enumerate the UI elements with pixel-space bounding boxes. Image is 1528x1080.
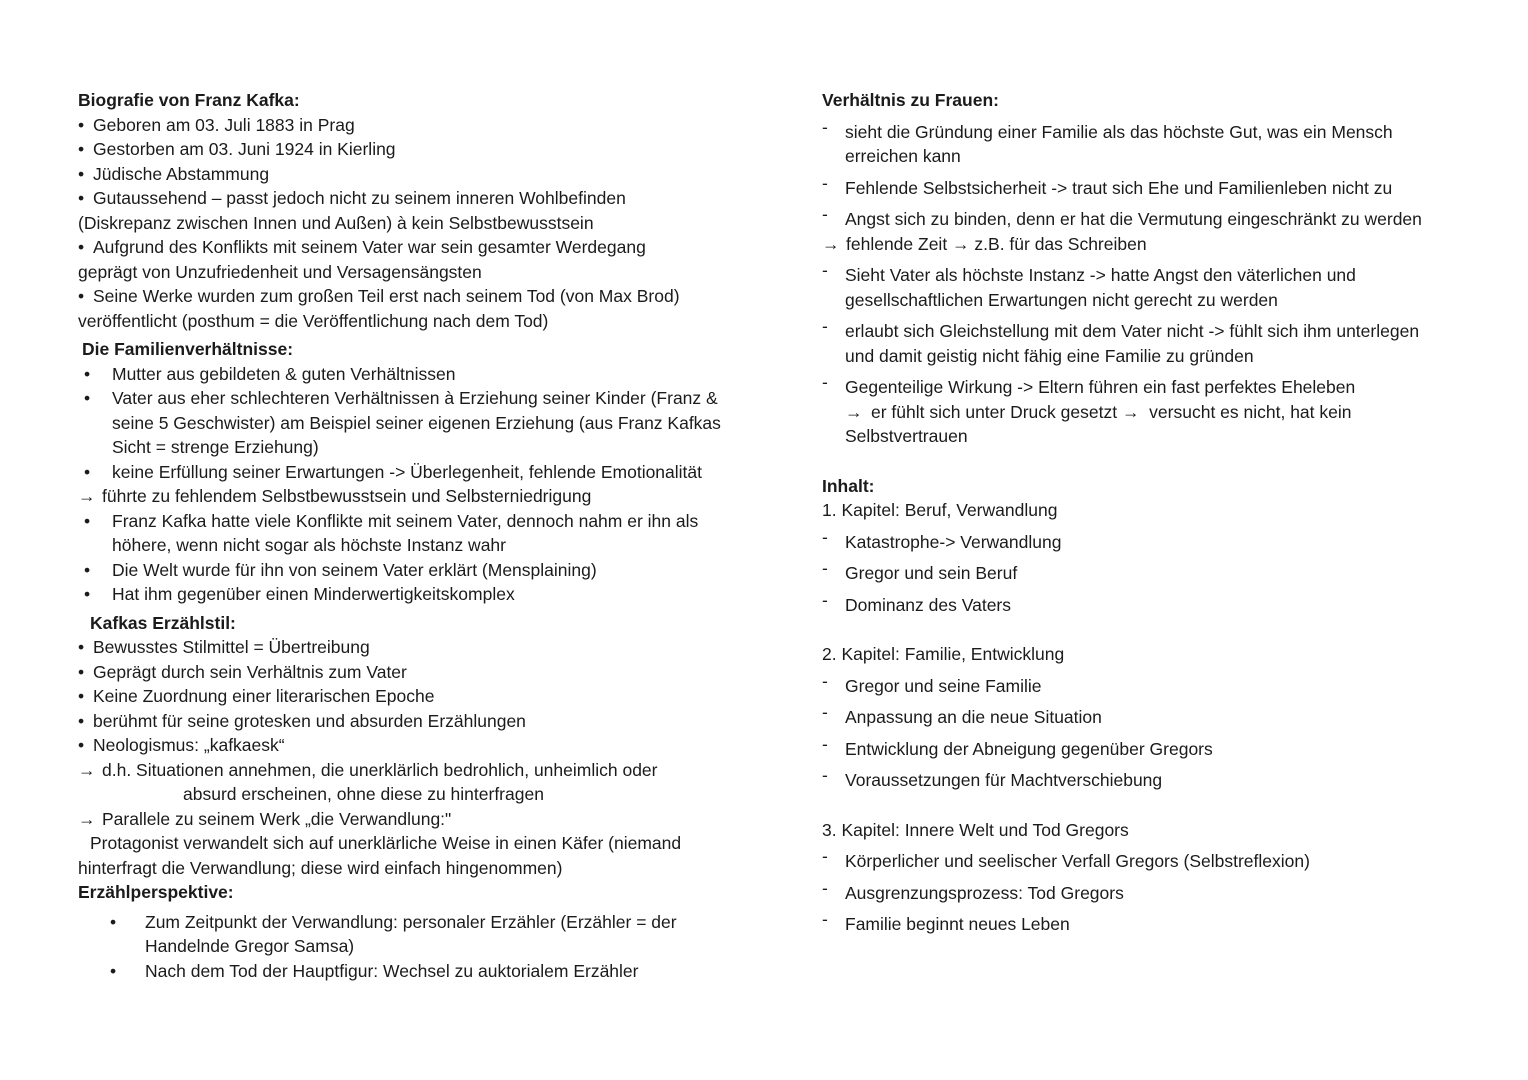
line-text: Anpassung an die neue Situation bbox=[845, 707, 1102, 727]
bullet-item bbox=[78, 684, 768, 709]
dash-item bbox=[822, 558, 1492, 586]
text-line bbox=[822, 288, 1492, 313]
dash-marker-icon: - bbox=[822, 733, 828, 754]
dash-item bbox=[822, 589, 1492, 618]
line-text: Zum Zeitpunkt der Verwandlung: personaler Erzähler (Erzähler = der bbox=[145, 911, 677, 932]
line-text: geprägt von Unzufriedenheit und Versagensängsten bbox=[78, 261, 482, 282]
bullet-marker-icon: • bbox=[110, 911, 117, 932]
dash-item bbox=[822, 116, 1492, 145]
chapter-heading bbox=[822, 642, 1492, 667]
line-text: gesellschaftlichen Erwartungen nicht gerecht zu werden bbox=[845, 289, 1278, 310]
section-heading bbox=[822, 88, 1492, 113]
text-line bbox=[78, 533, 768, 558]
bullet-item bbox=[78, 910, 768, 935]
bullet-marker-icon: • bbox=[84, 388, 91, 408]
line-text: Ausgrenzungsprozess: Tod Gregors bbox=[845, 882, 1124, 903]
arrow-marker-icon: → bbox=[78, 759, 96, 780]
text-line bbox=[78, 831, 768, 856]
line-text: Entwicklung der Abneigung gegenüber Gregors bbox=[845, 738, 1213, 759]
line-text: seine 5 Geschwister) am Beispiel seiner eigenen Erziehung (aus Franz Kafkas bbox=[112, 412, 721, 433]
line-text: Vater aus eher schlechteren Verhältnissen à Erziehung seiner Kinder (Franz & bbox=[112, 388, 718, 408]
bullet-marker-icon: • bbox=[78, 686, 85, 706]
bullet-item bbox=[78, 733, 768, 758]
bullet-marker-icon: • bbox=[78, 163, 85, 184]
bullet-item bbox=[78, 162, 768, 187]
dash-marker-icon: - bbox=[822, 316, 828, 336]
arrow-note bbox=[822, 400, 1492, 425]
line-text: Biografie von Franz Kafka: bbox=[78, 90, 300, 110]
line-text: Geprägt durch sein Verhältnis zum Vater bbox=[93, 661, 407, 682]
text-line bbox=[78, 260, 768, 285]
text-line bbox=[78, 435, 768, 460]
bullet-marker-icon: • bbox=[84, 461, 91, 482]
line-text: erlaubt sich Gleichstellung mit dem Vater nicht -> fühlt sich ihm unterlegen bbox=[845, 321, 1420, 341]
section-heading bbox=[78, 880, 768, 905]
bullet-item bbox=[78, 582, 768, 607]
bullet-marker-icon: • bbox=[78, 637, 85, 657]
line-text: erreichen kann bbox=[845, 146, 961, 166]
bullet-marker-icon: • bbox=[78, 237, 85, 257]
section-heading bbox=[78, 88, 768, 113]
line-text: Bewusstes Stilmittel = Übertreibung bbox=[93, 637, 370, 657]
spacer bbox=[822, 617, 1492, 642]
dash-item bbox=[822, 877, 1492, 906]
dash-item bbox=[822, 733, 1492, 762]
line-text: fehlende Zeit → z.B. für das Schreiben bbox=[846, 233, 1147, 254]
right-column bbox=[822, 88, 1492, 937]
text-line bbox=[78, 309, 768, 334]
dash-marker-icon: - bbox=[822, 172, 828, 193]
arrow-note bbox=[78, 807, 768, 832]
bullet-marker-icon: • bbox=[84, 363, 91, 384]
dash-marker-icon: - bbox=[822, 846, 828, 866]
line-text: Gregor und seine Familie bbox=[845, 675, 1042, 696]
text-line bbox=[822, 344, 1492, 369]
line-text: Die Welt wurde für ihn von seinem Vater erklärt (Mensplaining) bbox=[112, 559, 597, 580]
line-text: Voraussetzungen für Machtverschiebung bbox=[845, 770, 1163, 790]
line-text: Gutaussehend – passt jedoch nicht zu seinem inneren Wohlbefinden bbox=[93, 188, 626, 208]
text-line bbox=[78, 411, 768, 436]
line-text: Mutter aus gebildeten & guten Verhältnissen bbox=[112, 363, 456, 384]
text-line bbox=[78, 211, 768, 236]
line-text: Die Familienverhältnisse: bbox=[82, 339, 294, 359]
line-text: und damit geistig nicht fähig eine Familie zu gründen bbox=[845, 345, 1254, 366]
line-text: 1. Kapitel: Beruf, Verwandlung bbox=[822, 500, 1058, 520]
bullet-item bbox=[78, 362, 768, 387]
dash-marker-icon: - bbox=[822, 702, 828, 722]
bullet-item bbox=[78, 186, 768, 211]
bullet-marker-icon: • bbox=[78, 139, 85, 159]
line-text: führte zu fehlendem Selbstbewusstsein und Selbsterniedrigung bbox=[102, 486, 592, 506]
dash-item bbox=[822, 670, 1492, 699]
bullet-marker-icon: • bbox=[110, 960, 117, 981]
bullet-item bbox=[78, 709, 768, 734]
bullet-marker-icon: • bbox=[78, 188, 85, 208]
dash-item bbox=[822, 260, 1492, 288]
dash-marker-icon: - bbox=[822, 589, 828, 610]
section-heading bbox=[78, 611, 768, 636]
dash-marker-icon: - bbox=[822, 558, 828, 578]
line-text: berühmt für seine grotesken und absurden Erzählungen bbox=[93, 710, 526, 731]
line-text: Selbstvertrauen bbox=[845, 426, 968, 446]
bullet-item bbox=[78, 235, 768, 260]
arrow-marker-icon: → bbox=[822, 233, 840, 254]
bullet-item bbox=[78, 558, 768, 583]
line-text: Fehlende Selbstsicherheit -> traut sich Ehe und Familienleben nicht zu bbox=[845, 177, 1393, 198]
line-text: hinterfragt die Verwandlung; diese wird einfach hingenommen) bbox=[78, 857, 563, 878]
line-text: Protagonist verwandelt sich auf unerklärliche Weise in einen Käfer (niemand bbox=[90, 833, 682, 853]
left-column bbox=[78, 88, 768, 983]
section-heading bbox=[822, 474, 1492, 499]
dash-marker-icon: - bbox=[822, 670, 828, 691]
bullet-item bbox=[78, 509, 768, 534]
line-text: d.h. Situationen annehmen, die unerklärlich bedrohlich, unheimlich oder bbox=[102, 759, 658, 780]
bullet-item bbox=[78, 284, 768, 309]
arrow-marker-icon: → bbox=[78, 486, 96, 506]
text-line bbox=[822, 424, 1492, 449]
line-text: er fühlt sich unter Druck gesetzt → versucht es nicht, hat kein bbox=[871, 401, 1352, 422]
text-line bbox=[78, 856, 768, 881]
bullet-item bbox=[78, 959, 768, 984]
dash-marker-icon: - bbox=[822, 877, 828, 898]
arrow-note bbox=[822, 232, 1492, 257]
text-line bbox=[78, 782, 768, 807]
dash-item bbox=[822, 172, 1492, 201]
line-text: Körperlicher und seelischer Verfall Gregors (Selbstreflexion) bbox=[845, 851, 1310, 871]
arrow-note bbox=[78, 758, 768, 783]
line-text: Erzählperspektive: bbox=[78, 882, 234, 902]
bullet-item bbox=[78, 660, 768, 685]
line-text: 2. Kapitel: Familie, Entwicklung bbox=[822, 644, 1065, 664]
line-text: Sicht = strenge Erziehung) bbox=[112, 437, 319, 457]
line-text: Dominanz des Vaters bbox=[845, 594, 1012, 615]
line-text: Gestorben am 03. Juni 1924 in Kierling bbox=[93, 139, 396, 159]
line-text: Neologismus: „kafkaesk“ bbox=[93, 735, 285, 755]
dash-marker-icon: - bbox=[822, 765, 828, 785]
bullet-marker-icon: • bbox=[78, 114, 85, 135]
spacer bbox=[822, 793, 1492, 818]
bullet-marker-icon: • bbox=[78, 661, 85, 682]
arrow-marker-icon: → bbox=[78, 808, 96, 829]
line-text: Inhalt: bbox=[822, 475, 875, 496]
line-text: (Diskrepanz zwischen Innen und Außen) à kein Selbstbewusstsein bbox=[78, 212, 594, 233]
dash-marker-icon: - bbox=[822, 909, 828, 929]
line-text: sieht die Gründung einer Familie als das höchste Gut, was ein Mensch bbox=[845, 121, 1393, 142]
dash-item bbox=[822, 909, 1492, 937]
line-text: Sieht Vater als höchste Instanz -> hatte Angst den väterlichen und bbox=[845, 265, 1356, 285]
line-text: Gegenteilige Wirkung -> Eltern führen ein fast perfektes Eheleben bbox=[845, 377, 1356, 397]
line-text: Handelnde Gregor Samsa) bbox=[145, 936, 355, 956]
bullet-item bbox=[78, 460, 768, 485]
section-heading bbox=[78, 337, 768, 362]
bullet-marker-icon: • bbox=[84, 510, 91, 531]
text-line bbox=[78, 934, 768, 959]
line-text: Verhältnis zu Frauen: bbox=[822, 90, 999, 110]
dash-marker-icon: - bbox=[822, 116, 828, 137]
chapter-heading bbox=[822, 498, 1492, 523]
line-text: absurd erscheinen, ohne diese zu hinterfragen bbox=[183, 784, 544, 804]
dash-marker-icon: - bbox=[822, 260, 828, 280]
bullet-item bbox=[78, 635, 768, 660]
line-text: Gregor und sein Beruf bbox=[845, 563, 1018, 583]
bullet-marker-icon: • bbox=[78, 735, 85, 755]
line-text: Hat ihm gegenüber einen Minderwertigkeitskomplex bbox=[112, 584, 515, 604]
bullet-item bbox=[78, 386, 768, 411]
bullet-marker-icon: • bbox=[84, 584, 91, 604]
line-text: Seine Werke wurden zum großen Teil erst nach seinem Tod (von Max Brod) bbox=[93, 286, 680, 306]
bullet-marker-icon: • bbox=[78, 710, 85, 731]
dash-item bbox=[822, 846, 1492, 874]
line-text: 3. Kapitel: Innere Welt und Tod Gregors bbox=[822, 819, 1129, 840]
line-text: höhere, wenn nicht sogar als höchste Instanz wahr bbox=[112, 535, 506, 555]
arrow-note bbox=[78, 484, 768, 509]
bullet-item bbox=[78, 137, 768, 162]
dash-marker-icon: - bbox=[822, 526, 828, 547]
line-text: Aufgrund des Konflikts mit seinem Vater war sein gesamter Werdegang bbox=[93, 237, 646, 257]
line-text: Katastrophe-> Verwandlung bbox=[845, 531, 1062, 552]
dash-marker-icon: - bbox=[822, 204, 828, 224]
line-text: Familie beginnt neues Leben bbox=[845, 914, 1070, 934]
line-text: Geboren am 03. Juli 1883 in Prag bbox=[93, 114, 355, 135]
dash-item bbox=[822, 702, 1492, 730]
line-text: Angst sich zu binden, denn er hat die Vermutung eingeschränkt zu werden bbox=[845, 209, 1422, 229]
line-text: Franz Kafka hatte viele Konflikte mit seinem Vater, dennoch nahm er ihn als bbox=[112, 510, 699, 531]
line-text: Keine Zuordnung einer literarischen Epoche bbox=[93, 686, 435, 706]
dash-item bbox=[822, 316, 1492, 344]
dash-item bbox=[822, 372, 1492, 400]
text-line bbox=[822, 144, 1492, 169]
dash-item bbox=[822, 204, 1492, 232]
dash-item bbox=[822, 765, 1492, 793]
dash-item bbox=[822, 526, 1492, 555]
line-text: Kafkas Erzählstil: bbox=[90, 612, 236, 633]
line-text: Nach dem Tod der Hauptfigur: Wechsel zu auktorialem Erzähler bbox=[145, 960, 639, 981]
arrow-marker-icon: → bbox=[845, 401, 863, 422]
dash-marker-icon: - bbox=[822, 372, 828, 392]
bullet-item bbox=[78, 113, 768, 138]
line-text: veröffentlicht (posthum = die Veröffentlichung nach dem Tod) bbox=[78, 310, 549, 331]
line-text: Jüdische Abstammung bbox=[93, 163, 270, 184]
line-text: Parallele zu seinem Werk „die Verwandlung:" bbox=[102, 808, 452, 829]
line-text: keine Erfüllung seiner Erwartungen -> Überlegenheit, fehlende Emotionalität bbox=[112, 461, 703, 482]
chapter-heading bbox=[822, 818, 1492, 843]
bullet-marker-icon: • bbox=[78, 286, 85, 306]
bullet-marker-icon: • bbox=[84, 559, 91, 580]
spacer bbox=[822, 449, 1492, 474]
